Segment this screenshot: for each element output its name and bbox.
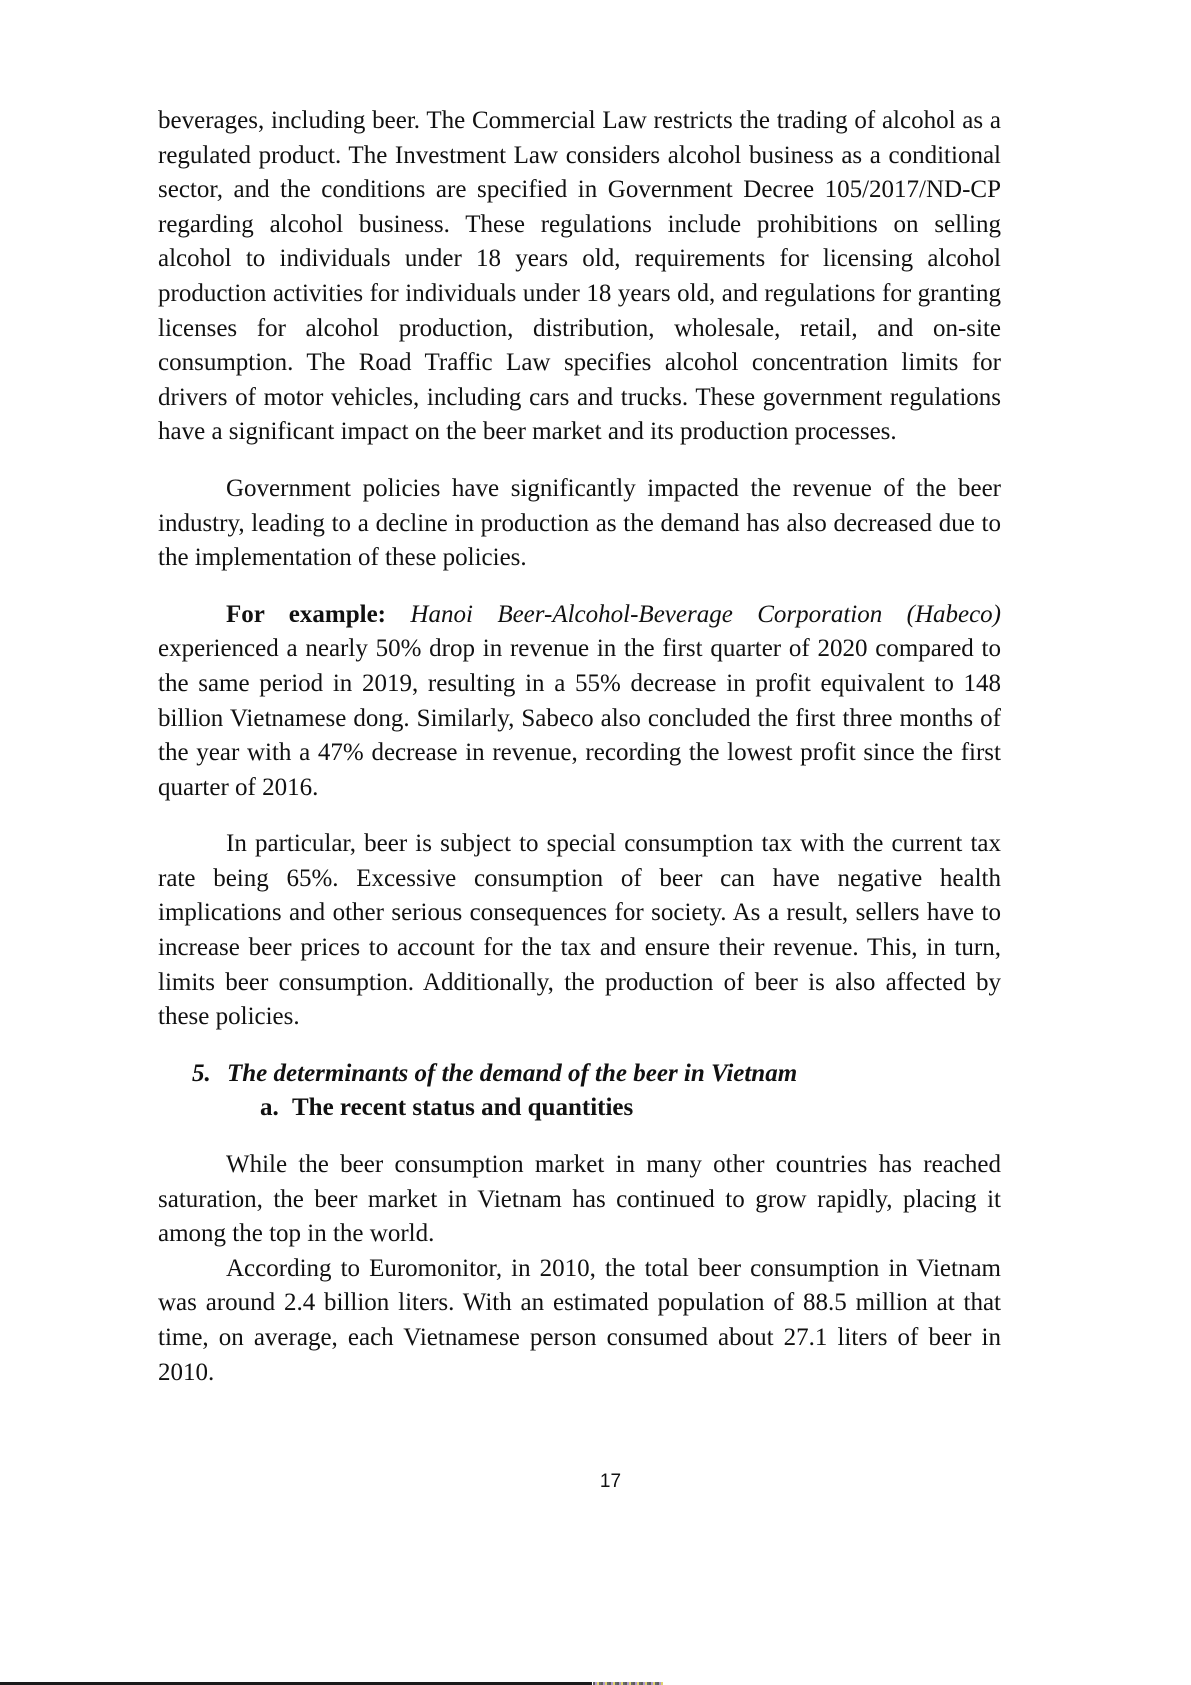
subsection-title: The recent status and quantities bbox=[292, 1094, 634, 1122]
section-heading bbox=[158, 1057, 1001, 1092]
paragraph-regulations: beverages, including beer. The Commercial Law restricts the trading of alcohol as a regulated product. The Investment Law considers alcohol business as a conditional sector, and the conditions are specified in Government Decree 105/2017/ND-CP regarding alcohol business. These regulations include prohibitions on selling alcohol to individuals under 18 years old, requirements for licensing alcohol production activities for individuals under 18 years old, and regulations for granting licenses for alcohol production, distribution, wholesale, retail, and on-site consumption. The Road Traffic Law specifies alcohol concentration limits for drivers of motor vehicles, including cars and trucks. These government regulations have a significant impact on the beer market and its production processes. bbox=[158, 107, 1001, 446]
paragraph-policy-impact: Government policies have significantly impacted the revenue of the beer industry, leading to a decline in production as the demand has also decreased due to the implementation of these policies. bbox=[158, 474, 1001, 572]
paragraph-euromonitor: According to Euromonitor, in 2010, the total beer consumption in Vietnam was around 2.4 billion liters. With an estimated population of 88.5 million at that time, on average, each Vietnamese person consumed about 27.1 liters of beer in 2010. bbox=[158, 1254, 1001, 1386]
section-number: 5. bbox=[192, 1059, 211, 1087]
paragraph-tax: In particular, beer is subject to special consumption tax with the current tax rate being 65%. Excessive consumption of beer can have negative health implications and other serious consequences for society. As a result, sellers have to increase beer prices to account for the tax and ensure their revenue. This, in turn, limits beer consumption. Additionally, the production of beer is also affected by these policies. bbox=[158, 830, 1001, 1031]
section-title: The determinants of the demand of the beer in Vietnam bbox=[227, 1059, 798, 1087]
example-company: Hanoi Beer-Alcohol-Beverage Corporation (Habeco) bbox=[410, 600, 1002, 628]
page-body bbox=[158, 104, 1001, 1390]
paragraph-market-growth: While the beer consumption market in many other countries has reached saturation, the beer market in Vietnam has continued to grow rapidly, placing it among the top in the world. bbox=[158, 1151, 1001, 1248]
example-text: experienced a nearly 50% drop in revenue in the first quarter of 2020 compared to the same period in 2019, resulting in a 55% decrease in profit equivalent to 148 billion Vietnamese dong. Similarly, Sabeco also concluded the first three months of the year with a 47% decrease in revenue, recording the lowest profit since the first quarter of 2016. bbox=[158, 635, 1001, 801]
subsection-heading bbox=[158, 1091, 1001, 1126]
example-label: For example: bbox=[226, 600, 387, 628]
subsection-number: a. bbox=[260, 1094, 279, 1122]
page-number: 17 bbox=[599, 1471, 622, 1492]
paragraph-example bbox=[158, 598, 1001, 806]
